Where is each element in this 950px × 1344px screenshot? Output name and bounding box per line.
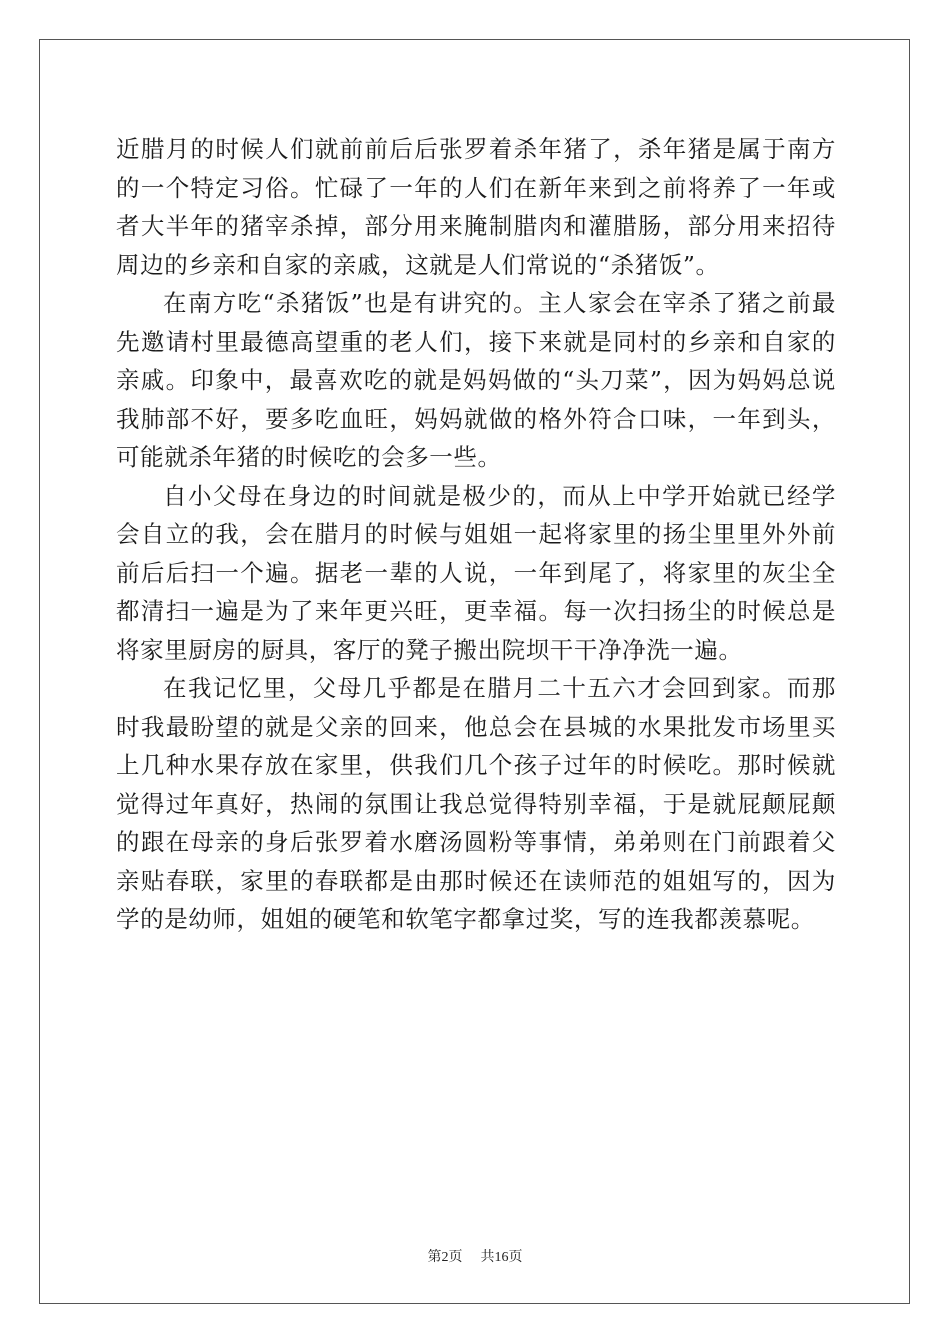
document-body xyxy=(116,130,836,939)
paragraph-2: 在南方吃“杀猪饭”也是有讲究的。主人家会在宰杀了猪之前最先邀请村里最德高望重的老人们，接下来就是同村的乡亲和自家的亲戚。印象中，最喜欢吃的就是妈妈做的“头刀菜”，因为妈妈总说我肺部不好，要多吃血旺，妈妈就做的格外符合口味，一年到头，可能就杀年猪的时候吃的会多一些。 xyxy=(116,289,836,471)
paragraph-1: 近腊月的时候人们就前前后后张罗着杀年猪了，杀年猪是属于南方的一个特定习俗。忙碌了一年的人们在新年来到之前将养了一年或者大半年的猪宰杀掉，部分用来腌制腊肉和灌腊肠，部分用来招待周边的乡亲和自家的亲戚，这就是人们常说的“杀猪饭”。 xyxy=(116,135,836,279)
page-footer xyxy=(0,1246,950,1266)
page-total: 共16页 xyxy=(480,1250,523,1265)
paragraph-3: 自小父母在身边的时间就是极少的，而从上中学开始就已经学会自立的我，会在腊月的时候与姐姐一起将家里的扬尘里里外外前前后后扫一个遍。据老一辈的人说，一年到尾了，将家里的灰尘全都清扫一遍是为了来年更兴旺，更幸福。每一次扫扬尘的时候总是将家里厨房的厨具，客厅的凳子搬出院坝干干净净洗一遍。 xyxy=(116,481,836,664)
page-current: 第2页 xyxy=(427,1250,463,1265)
paragraph-4: 在我记忆里，父母几乎都是在腊月二十五六才会回到家。而那时我最盼望的就是父亲的回来，他总会在县城的水果批发市场里买上几种水果存放在家里，供我们几个孩子过年的时候吃。那时候就觉得过年真好，热闹的氛围让我总觉得特别幸福，于是就屁颠屁颠的跟在母亲的身后张罗着水磨汤圆粉等事情，弟弟则在门前跟着父亲贴春联，家里的春联都是由那时候还在读师范的姐姐写的，因为学的是幼师，姐姐的硬笔和软笔字都拿过奖，写的连我都羡慕呢。 xyxy=(116,674,836,933)
